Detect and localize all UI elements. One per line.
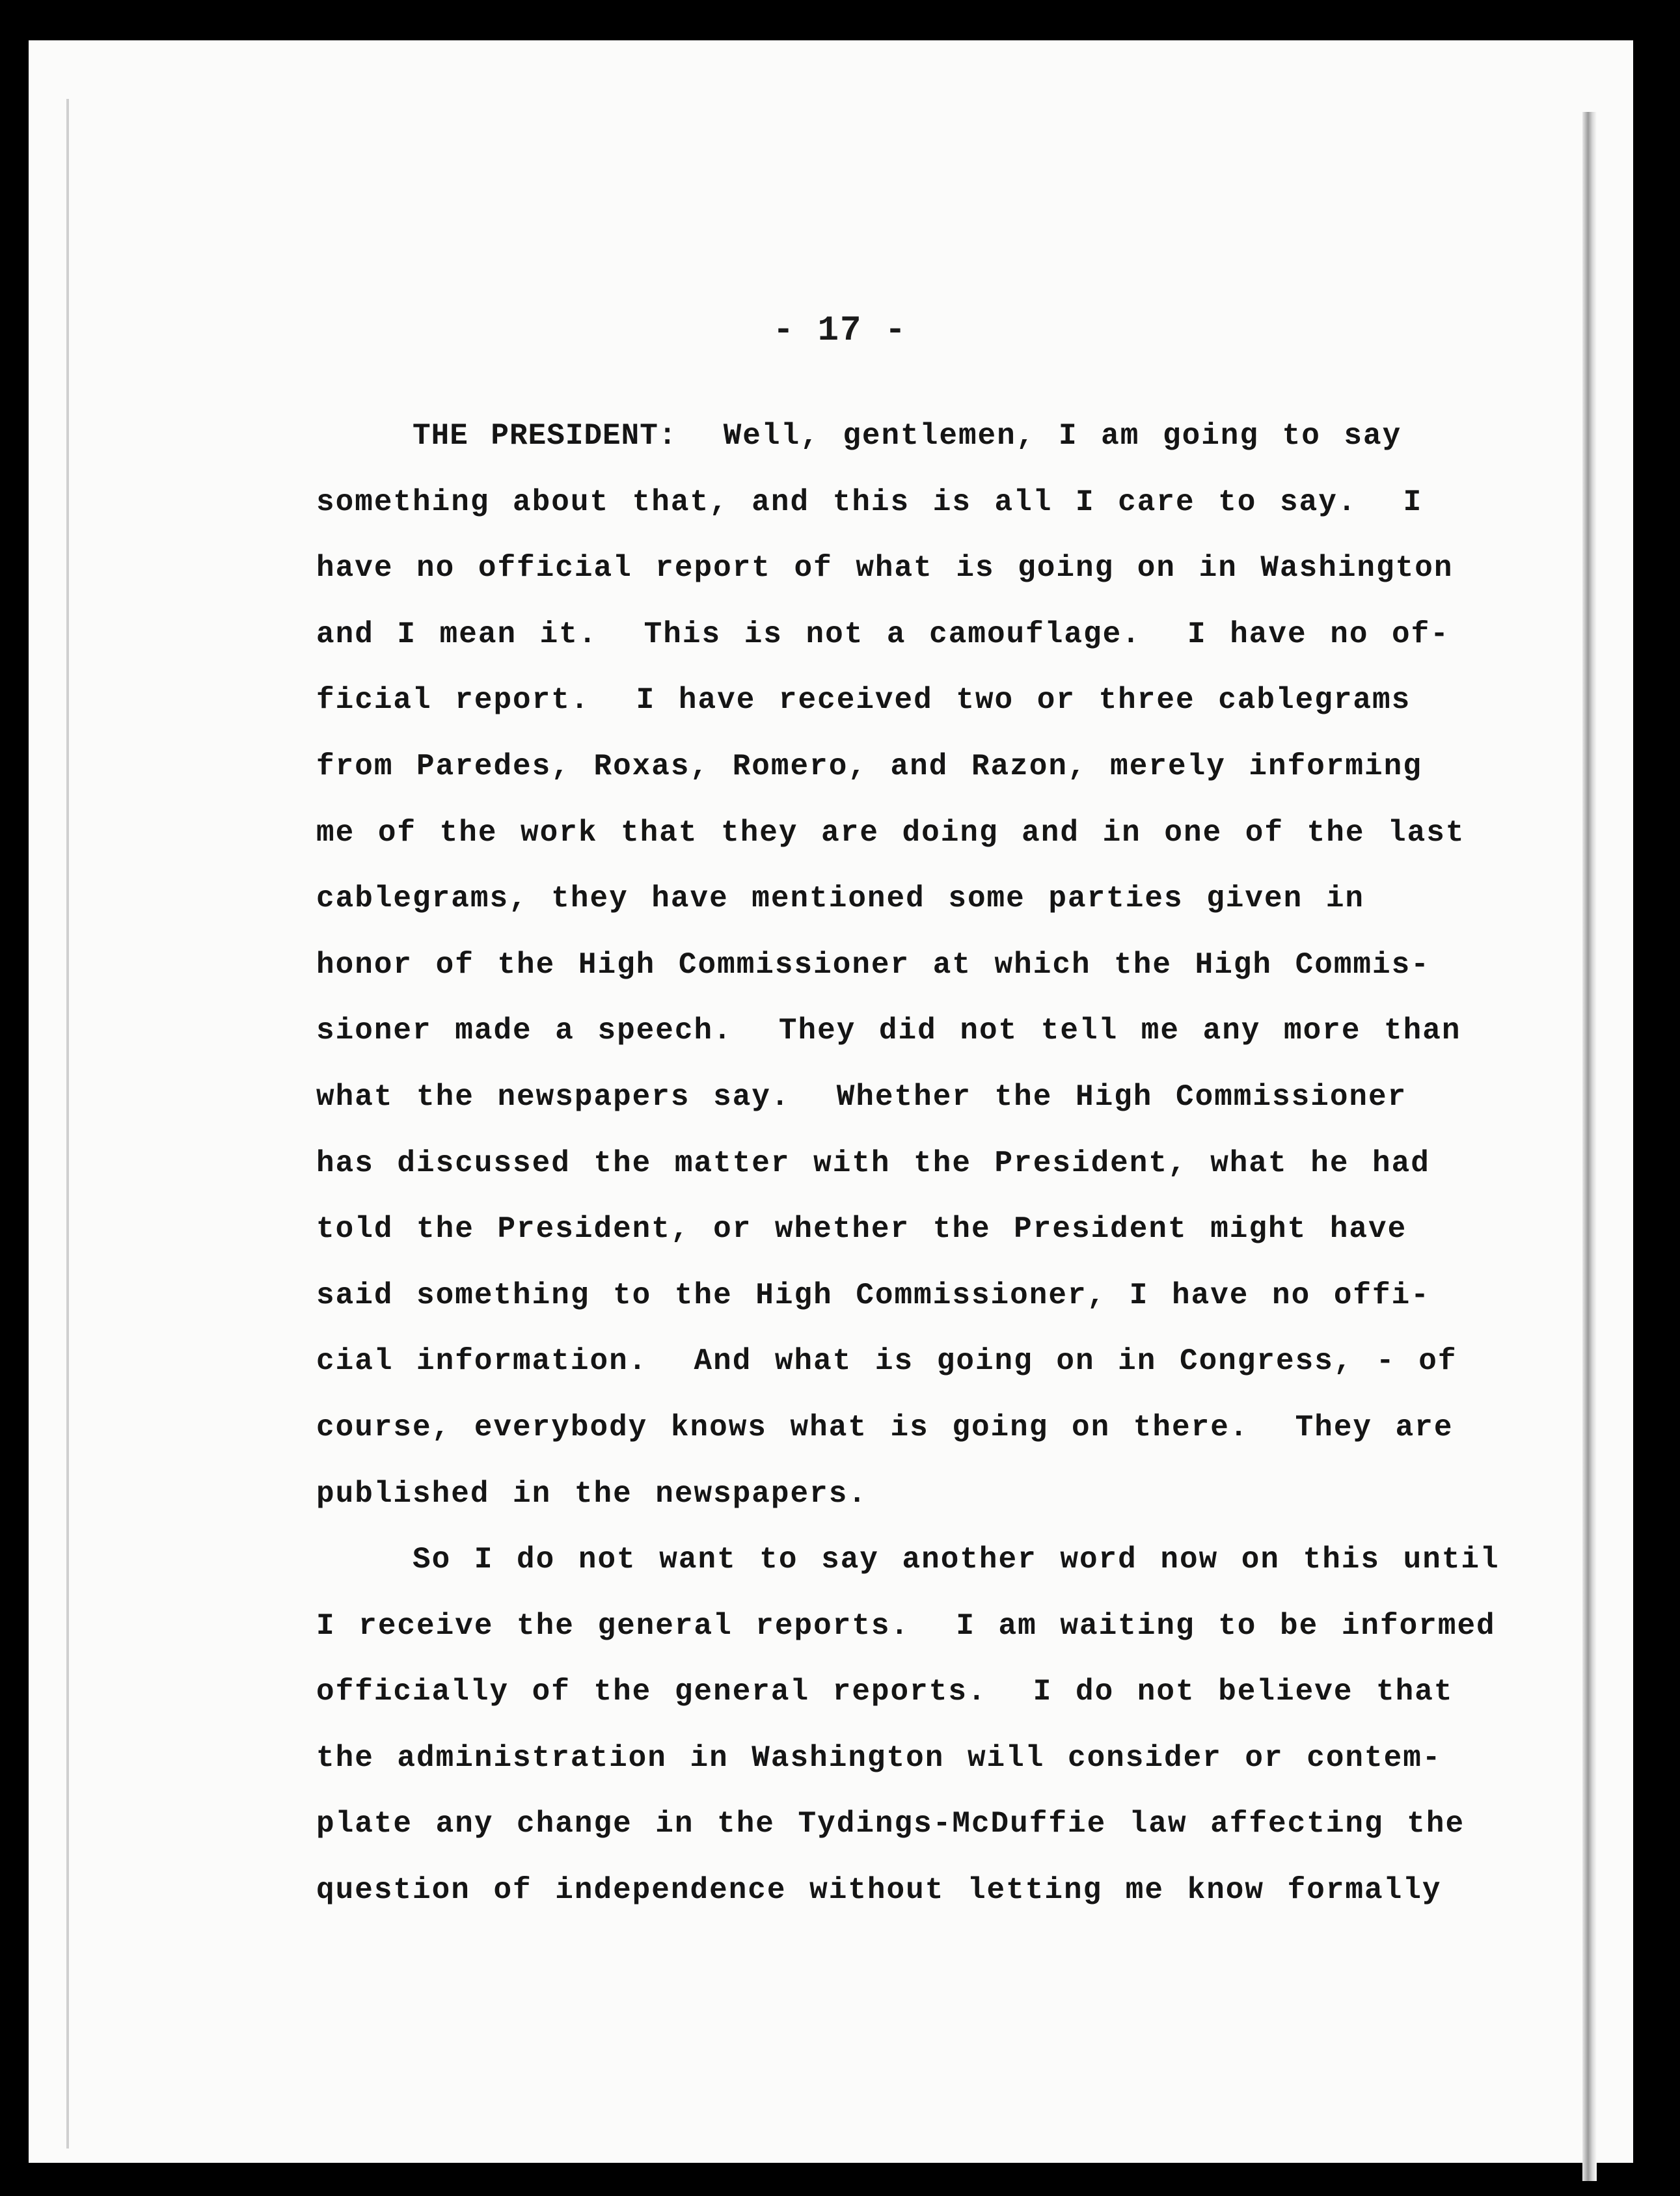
paragraph-1-line-12: has discussed the matter with the President, what he had	[316, 1146, 1430, 1180]
paragraph-2-line-1: So I do not want to say another word now on this until	[413, 1543, 1500, 1577]
page-stack-edge	[1582, 112, 1597, 2181]
page-number: - 17 -	[772, 311, 908, 351]
transcript-line	[316, 403, 1487, 470]
speaker-label: THE PRESIDENT:	[413, 419, 677, 453]
paragraph-2-line-6: question of independence without letting me know formally	[316, 1873, 1442, 1908]
paragraph-1-line-8: cablegrams, they have mentioned some parties given in	[316, 882, 1365, 916]
paragraph-1-line-15: cial information. And what is going on in Congress, - of	[316, 1344, 1457, 1379]
paragraph-1-line-13: told the President, or whether the President might have	[316, 1212, 1407, 1247]
paragraph-2-line-3: officially of the general reports. I do not believe that	[316, 1675, 1454, 1709]
paragraph-1-line-17: published in the newspapers.	[316, 1476, 867, 1511]
paragraph-1-line-4: and I mean it. This is not a camouflage. I have no of-	[316, 617, 1450, 651]
paragraph-1-line-16: course, everybody knows what is going on there. They are	[316, 1410, 1454, 1444]
paragraph-1-line-9: honor of the High Commissioner at which the High Commis-	[316, 947, 1430, 982]
paragraph-1-line-10: sioner made a speech. They did not tell me any more than	[316, 1014, 1461, 1048]
paragraph-1-line-5: ficial report. I have received two or three cablegrams	[316, 683, 1411, 718]
paragraph-1-line-7: me of the work that they are doing and in one of the last	[316, 815, 1465, 850]
paragraph-2-line-2: I receive the general reports. I am waiting to be informed	[316, 1608, 1496, 1643]
paragraph-1-line-14: said something to the High Commissioner, I have no offi-	[316, 1278, 1430, 1312]
page-left-edge	[66, 99, 69, 2149]
transcript-body	[316, 403, 1500, 1924]
paragraph-1-line-6: from Paredes, Roxas, Romero, and Razon, merely informing	[316, 749, 1422, 783]
paragraph-1-line-2: something about that, and this is all I care to say. I	[316, 485, 1423, 519]
paragraph-1-line-1: Well, gentlemen, I am going to say	[723, 419, 1402, 453]
paragraph-2-line-4: the administration in Washington will consider or contem-	[316, 1741, 1442, 1775]
paragraph-1-line-11: what the newspapers say. Whether the High Commissioner	[316, 1079, 1407, 1114]
paragraph-2-line-5: plate any change in the Tydings-McDuffie law affecting the	[316, 1807, 1465, 1841]
paragraph-1-line-3: have no official report of what is going on in Washington	[316, 551, 1454, 586]
